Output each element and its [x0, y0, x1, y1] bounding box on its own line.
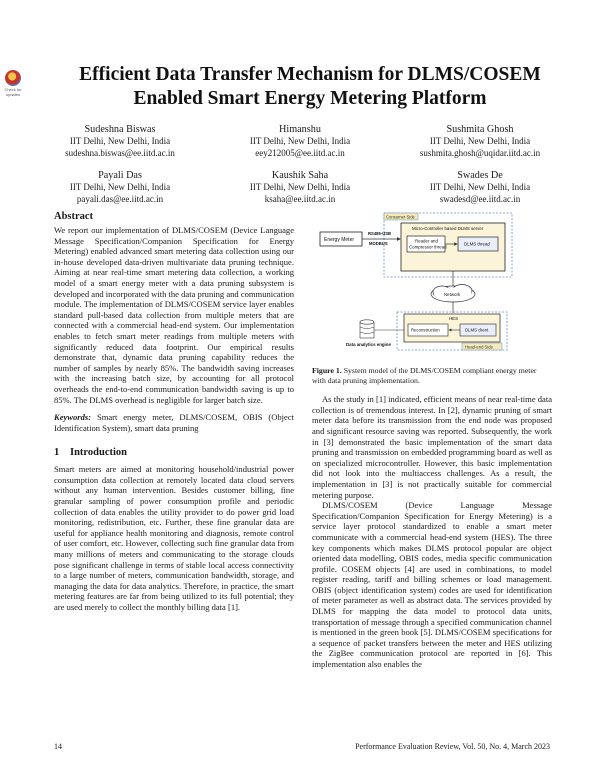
author-email[interactable]: sudeshna.biswas@ee.iitd.ac.in: [65, 147, 175, 158]
crossmark-icon: [5, 70, 21, 86]
author-affiliation: IIT Delhi, New Delhi, India: [249, 136, 351, 146]
author-affiliation: IIT Delhi, New Delhi, India: [249, 182, 351, 192]
paper-title: [40, 63, 580, 111]
energy-meter-label: Energy Meter: [324, 237, 355, 243]
mcu-label: Micro-Controller based DLMS server: [412, 226, 484, 231]
caption-text: System model of the DLMS/COSEM compliant energy meter with data pruning implementation.: [312, 366, 537, 385]
page-number: 14: [54, 742, 62, 751]
title-line-1: Efficient Data Transfer Mechanism for DLMS/COSEM: [79, 64, 541, 85]
reader-label: Reader and: [415, 238, 438, 244]
journal-footer: Performance Evaluation Review, Vol. 50, No. 4, March 2023: [355, 742, 550, 751]
body-paragraph: As the study in [1] indicated, efficient means of near real-time data collection is of tremendous interest. In [2], dynamic pruning of smart meter data before its transmission from the end node was proposed and significant resource saving was reported. Subsequently, the work in [3] demonstrated the basic implementation of the smart data pruning and transmission on embedded programming board as well as on specialized microcontroller. However, this basic implementation did not look into the multiaccess challenges. As a result, the implementation in [3] is not practically suitable for commercial metering purpose.: [312, 394, 552, 500]
section-heading-introduction: [54, 446, 294, 459]
author-card: [30, 169, 210, 205]
dlms-thread-label: DLMS thread: [464, 241, 490, 247]
author-card: [30, 123, 210, 159]
author-affiliation: IIT Delhi, New Delhi, India: [69, 136, 171, 146]
section-number: 1: [54, 447, 60, 459]
author-card: [390, 169, 570, 205]
keywords: [54, 412, 294, 433]
author-name: Sudeshna Biswas: [84, 124, 156, 135]
title-line-2: Enabled Smart Energy Metering Platform: [133, 88, 487, 109]
hes-label: HES: [449, 316, 459, 321]
author-card: [210, 169, 390, 205]
figure-1: [312, 210, 552, 362]
author-name: Sushmita Ghosh: [446, 124, 514, 135]
keywords-label: Keywords:: [54, 412, 92, 423]
dlms-client-label: DLMS client: [465, 327, 489, 333]
author-card: [390, 123, 570, 159]
right-column: [312, 210, 552, 670]
caption-label: Figure 1.: [312, 366, 342, 375]
section-title: Introduction: [70, 447, 127, 459]
system-model-diagram: [312, 210, 552, 362]
author-name: Himanshu: [279, 124, 321, 135]
author-affiliation: IIT Delhi, New Delhi, India: [69, 182, 171, 192]
database-icon: [360, 320, 374, 338]
modbus-label: MODBUS: [369, 241, 388, 246]
head-end-label: Head-end Side: [465, 344, 493, 350]
body-paragraph: DLMS/COSEM (Device Language Message Specification/Companion Specification for Energy Metering) is a service layer protocol standardized to enable a smart meter communicate with a commercial head-end system (HES). The three key components which makes DLMS protocol popular are object oriented data modelling, OBIS codes, media specific communication profile. COSEM objects [4] are used in combinations, to model register reading, tariff and billing schemes or load management. OBIS (object identification system) codes are used for identification of meter parameter as well as abstract data. The services provided by DLMS for mapping the data model to protocol data units, transportation of message through a specified communication channel is mentioned in the green book [5]. DLMS/COSEM specifications for a sequence of packet transfers between the meter and HES utilizing the ZigBee communication protocol are reported in [6]. This implementation also enables the: [312, 500, 552, 670]
author-email[interactable]: eey212005@ee.iitd.ac.in: [255, 147, 345, 158]
keywords-text: Smart energy meter, DLMS/COSEM, OBIS (Object Identification System), smart data pruning: [54, 412, 294, 433]
author-name: Payali Das: [98, 170, 142, 181]
author-name: Kaushik Saha: [271, 170, 329, 181]
abstract-text: We report our implementation of DLMS/COSEM (Device Language Message Specification/Companion Specification for Energy Metering) enabled advanced smart metering data collection using our in-house developed data-driven multivariate data pruning technique. Aiming at near real-time smart metering data collection, a working model of a smart energy meter with a data pruning subsystem is developed and incorporated with the data pruning and communication module. The implementation of DLMS/COSEM service layer enables standard pull-based data collection from multiple meters that are connected with a commercial head-end system. Our implementation enables to fetch smart meter readings from multiple meters with significantly reduced data footprint. Our empirical results demonstrate that, dynamic data pruning capability reduces the number of samples by nearly 85%. The bandwidth saving increases with the increasing batch size, by accounting for all protocol overheads the end-to-end communication bandwidth saving is up to 85%. The DLMS overhead is negligible for larger batch size.: [54, 225, 294, 405]
network-label: Network: [444, 292, 461, 297]
figure-caption: [312, 366, 552, 385]
author-email[interactable]: payali.das@ee.iitd.ac.in: [76, 193, 164, 204]
author-affiliation: IIT Delhi, New Delhi, India: [429, 136, 531, 146]
author-email[interactable]: swadesd@ee.iitd.ac.in: [439, 193, 521, 204]
check-for-updates-badge[interactable]: [2, 70, 24, 102]
author-name: Swades De: [457, 170, 503, 181]
rs485-label: RS485-USB: [368, 231, 392, 236]
compressor-label: Compressor thread: [409, 244, 447, 250]
author-affiliation: IIT Delhi, New Delhi, India: [429, 182, 531, 192]
intro-paragraph: Smart meters are aimed at monitoring household/industrial power consumption data collection at remotely located data cloud servers without any human intervention. Besides customer billing, fine granular sampling of power consumption profile and periodic collection of data enables the utility provider to do power grid load monitoring, redistribution, etc. Further, these fine granular data are useful for appliance health monitoring and diagnosis, remote control of user comfort, etc. However, collecting such fine granular data from many millions of meters and communicating to the storage clouds pose significant challenge in terms of stable local access connectivity to a large number of meters, communication bandwidth, storage, and managing the data for data analytics. Therefore, in practice, the smart metering features are far from being utilized to its full potential; they are used merely to collect the monthly billing data [1].: [54, 464, 294, 612]
author-email[interactable]: ksaha@ee.iitd.ac.in: [264, 193, 336, 204]
analytics-label: Data analytics engine: [346, 342, 391, 347]
badge-label: Check for updates: [4, 87, 22, 97]
left-column: [54, 210, 294, 613]
reconstruction-label: Reconstruction: [411, 327, 440, 333]
consumer-side-label: Consumer Side: [386, 214, 415, 220]
author-email[interactable]: sushmita.ghosh@uqidar.iitd.ac.in: [419, 147, 541, 158]
abstract-heading: Abstract: [54, 211, 94, 222]
author-card: [210, 123, 390, 159]
